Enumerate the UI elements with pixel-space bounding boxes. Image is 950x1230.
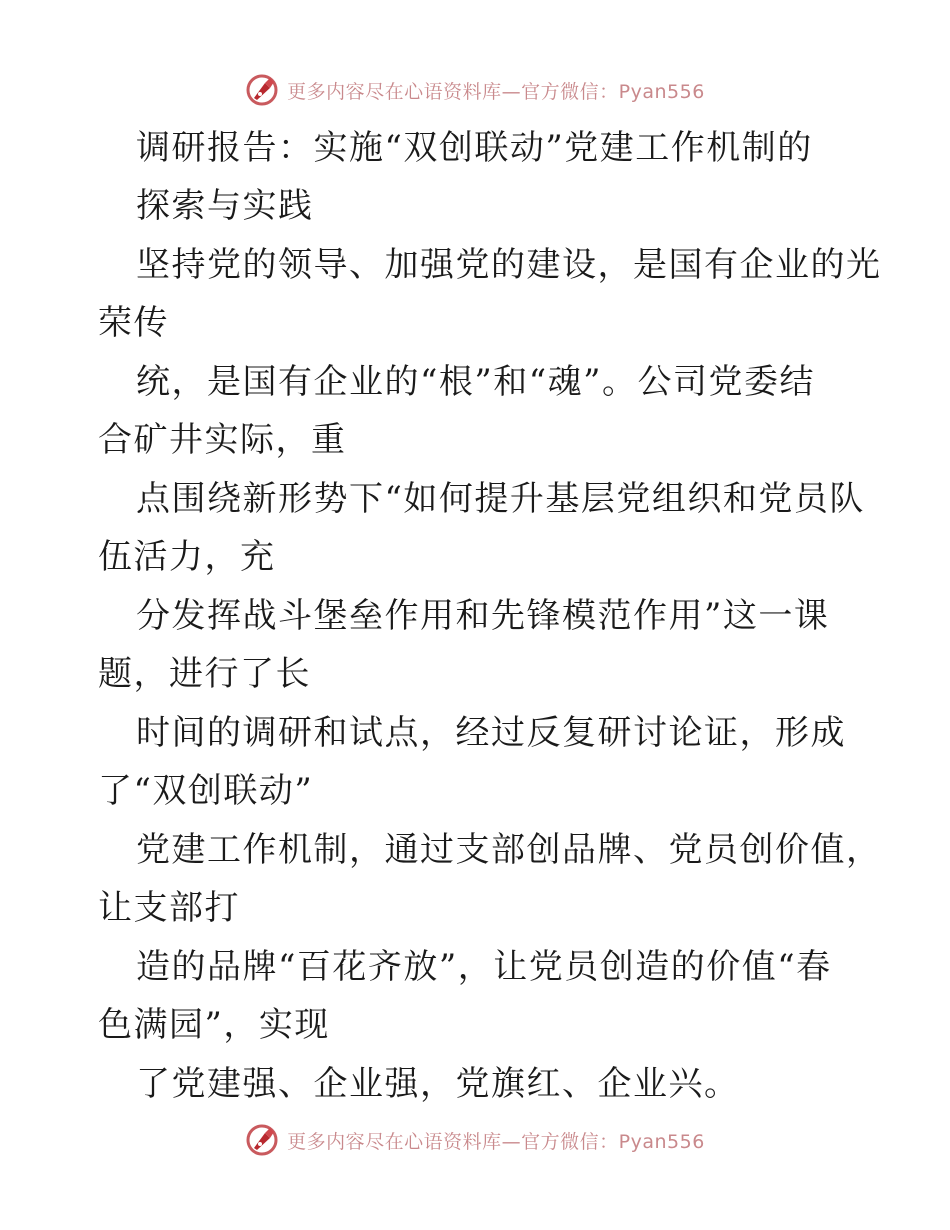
paragraph-line: 合矿井实际，重 <box>98 420 347 460</box>
footer-watermark <box>0 1120 950 1160</box>
paragraph-line: 了党建强、企业强，党旗红、企业兴。 <box>136 1064 740 1104</box>
watermark-text: 更多内容尽在心语资料库—官方微信：Pyan556 <box>287 80 705 103</box>
header-watermark <box>0 70 950 110</box>
paragraph-line: 统，是国有企业的“根”和“魂”。公司党委结 <box>136 362 816 402</box>
document-title-continued: 探索与实践 <box>136 186 314 226</box>
paragraph-line: 时间的调研和试点，经过反复研讨论证，形成 <box>136 713 846 753</box>
paragraph-line: 让支部打 <box>98 888 240 928</box>
pen-nib-logo-icon <box>245 1123 279 1157</box>
paragraph-line: 造的品牌“百花齐放”，让党员创造的价值“春 <box>136 947 832 987</box>
paragraph-line: 荣传 <box>98 303 169 343</box>
paragraph-line: 点围绕新形势下“如何提升基层党组织和党员队 <box>136 479 865 519</box>
document-title: 调研报告：实施“双创联动”党建工作机制的 <box>136 128 813 168</box>
paragraph-line: 了“双创联动” <box>98 771 314 811</box>
watermark-text: 更多内容尽在心语资料库—官方微信：Pyan556 <box>287 1130 705 1153</box>
paragraph-line: 题，进行了长 <box>98 654 311 694</box>
paragraph-line: 坚持党的领导、加强党的建设，是国有企业的光 <box>136 245 882 285</box>
paragraph-line: 党建工作机制，通过支部创品牌、党员创价值， <box>136 830 882 870</box>
pen-nib-logo-icon <box>245 73 279 107</box>
paragraph-line: 分发挥战斗堡垒作用和先锋模范作用”这一课 <box>136 596 830 636</box>
paragraph-line: 色满园”，实现 <box>98 1005 330 1045</box>
paragraph-line: 伍活力，充 <box>98 537 276 577</box>
